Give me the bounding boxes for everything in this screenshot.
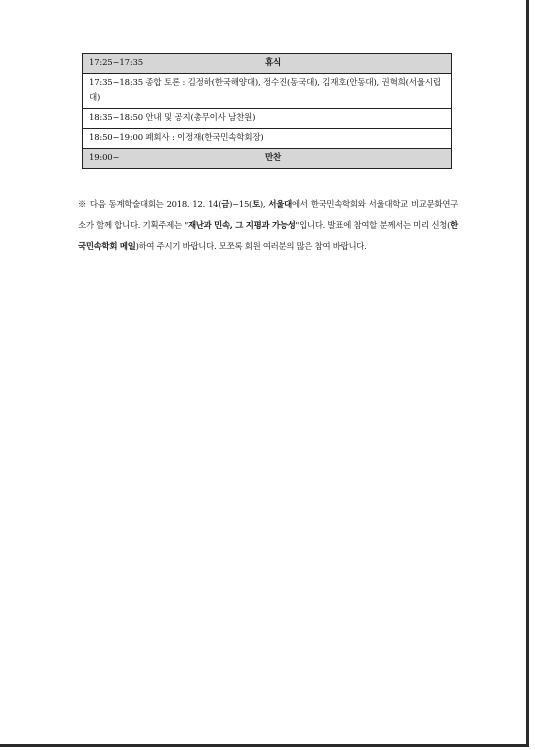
note-day-2: 토	[252, 199, 260, 209]
note-day-1: 금	[221, 199, 230, 209]
note-part-6: )하여 주시기 바랍니다. 모쪼록 회원 여러분의 많은 참여 바랍니다.	[135, 241, 367, 251]
note-part-3: ),	[259, 199, 269, 209]
schedule-cell-break	[83, 54, 452, 74]
dinner-time: 19:00~	[89, 153, 120, 163]
announcement-note	[78, 194, 458, 257]
schedule-row-discussion	[83, 74, 452, 109]
schedule-row-closing	[83, 129, 452, 149]
note-venue: 서울대	[268, 199, 292, 209]
break-time: 17:25~17:35	[89, 58, 143, 68]
schedule-table	[82, 53, 452, 169]
schedule-row-dinner	[83, 149, 452, 169]
note-theme: 재난과 민속, 그 지평과 가능성	[187, 220, 296, 230]
break-label: 휴식	[265, 58, 282, 68]
schedule-cell-dinner	[83, 149, 452, 169]
note-part-1: ※ 다음 동계학술대회는 2018. 12. 14(	[78, 199, 222, 209]
dinner-label: 만찬	[265, 153, 282, 163]
note-part-4: 에서 한국민속학회와 서울대학교 비교문화연구소가 함께 합니다. 기획주제는 "	[78, 199, 459, 230]
note-part-2: )~15(	[229, 199, 253, 209]
schedule-row-break	[83, 54, 452, 74]
closing-cell: 18:50~19:00 폐회사 : 이정재(한국민속학회장)	[83, 129, 452, 149]
note-email: 한국민속학회 메일	[78, 220, 458, 251]
schedule-row-notice	[83, 109, 452, 129]
note-part-5: "입니다. 발표에 참여할 분께서는 미리 신청(	[295, 220, 451, 230]
notice-cell: 18:35~18:50 안내 및 공지(총무이사 남찬원)	[83, 109, 452, 129]
discussion-cell: 17:35~18:35 종합 토론 : 김정하(한국해양대), 정수진(동국대), 김재호(안동대), 권혁희(서울시립대)	[83, 74, 452, 109]
